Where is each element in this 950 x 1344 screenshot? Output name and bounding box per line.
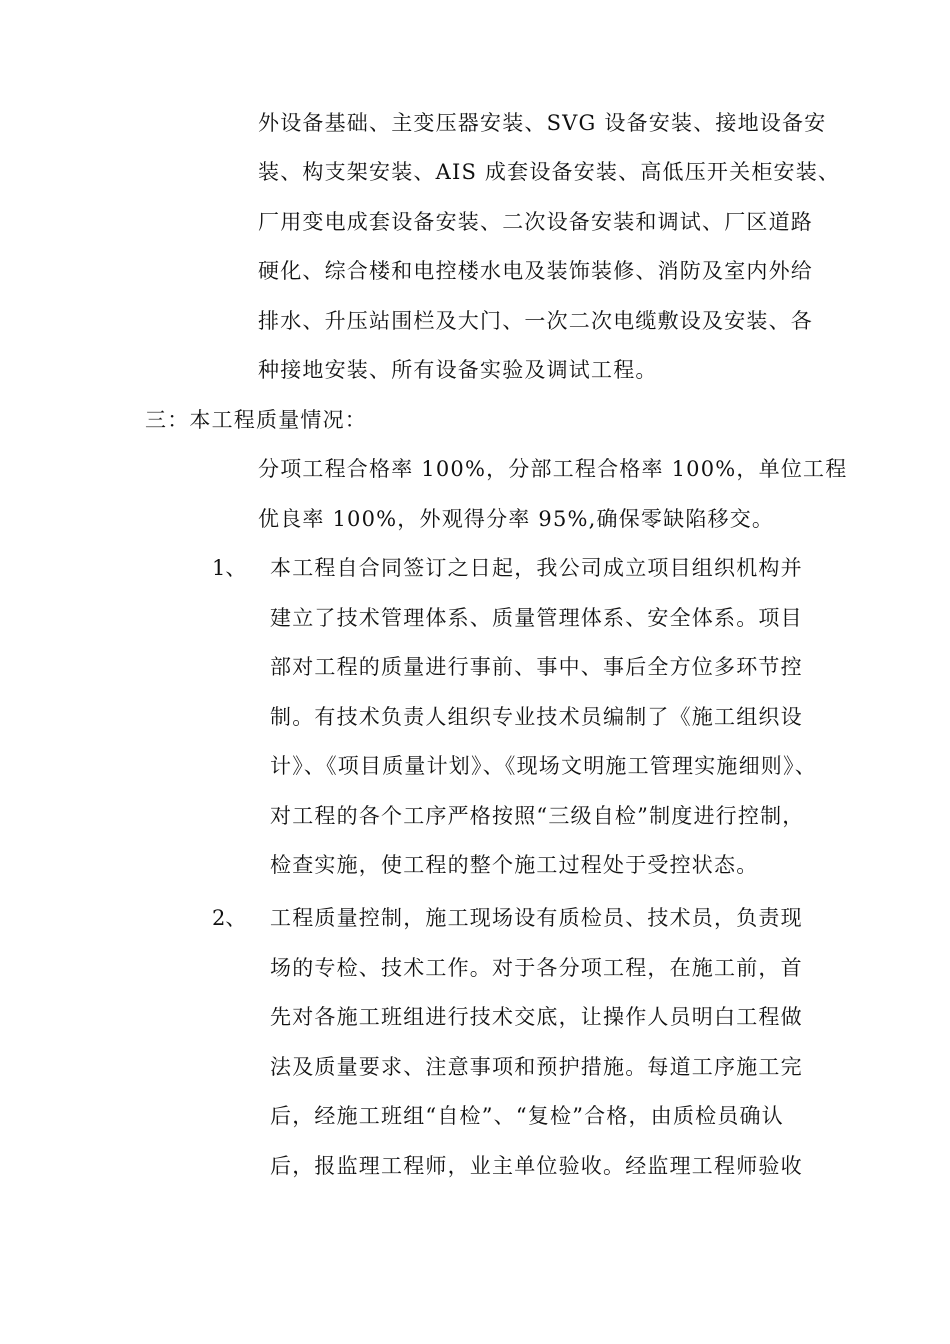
- item-1-number: 1、: [212, 556, 247, 580]
- item-1-line-4: 制。有技术负责人组织专业技术员编制了《施工组织设: [270, 705, 803, 729]
- item-2-line-1: 工程质量控制，施工现场设有质检员、技术员，负责现: [270, 906, 803, 930]
- item-2-line-2: 场的专检、技术工作。对于各分项工程，在施工前，首: [270, 956, 803, 980]
- item-1-line-2: 建立了技术管理体系、质量管理体系、安全体系。项目: [270, 606, 803, 630]
- scope-line-5: 排水、升压站围栏及大门、一次二次电缆敷设及安装、各: [258, 309, 813, 333]
- item-1-line-3: 部对工程的质量进行事前、事中、事后全方位多环节控: [270, 655, 803, 679]
- item-2-line-6: 后，报监理工程师，业主单位验收。经监理工程师验收: [270, 1154, 803, 1178]
- item-1-line-7: 检查实施，使工程的整个施工过程处于受控状态。: [270, 853, 759, 877]
- item-2-line-5: 后，经施工班组“自检”、“复检”合格，由质检员确认: [270, 1104, 784, 1128]
- item-2-line-4: 法及质量要求、注意事项和预护措施。每道工序施工完: [270, 1055, 803, 1079]
- item-2-number: 2、: [212, 906, 247, 930]
- scope-line-6: 种接地安装、所有设备实验及调试工程。: [258, 358, 658, 382]
- scope-line-1: 外设备基础、主变压器安装、SVG 设备安装、接地设备安: [258, 111, 827, 135]
- quality-intro-line-2: 优良率 100%，外观得分率 95%,确保零缺陷移交。: [258, 507, 775, 531]
- item-2-line-3: 先对各施工班组进行技术交底，让操作人员明白工程做: [270, 1005, 803, 1029]
- item-1-line-6: 对工程的各个工序严格按照“三级自检”制度进行控制，: [270, 804, 805, 828]
- scope-line-3: 厂用变电成套设备安装、二次设备安装和调试、厂区道路: [258, 210, 813, 234]
- scope-line-2: 装、构支架安装、AIS 成套设备安装、高低压开关柜安装、: [258, 160, 841, 184]
- section-three-heading: 三：本工程质量情况：: [145, 408, 367, 432]
- item-1-line-5: 计》、《项目质量计划》、《现场文明施工管理实施细则》、: [270, 754, 817, 778]
- quality-intro-line-1: 分项工程合格率 100%，分部工程合格率 100%，单位工程: [258, 457, 848, 481]
- item-1-line-1: 本工程自合同签订之日起，我公司成立项目组织机构并: [270, 556, 803, 580]
- scope-line-4: 硬化、综合楼和电控楼水电及装饰装修、消防及室内外给: [258, 259, 813, 283]
